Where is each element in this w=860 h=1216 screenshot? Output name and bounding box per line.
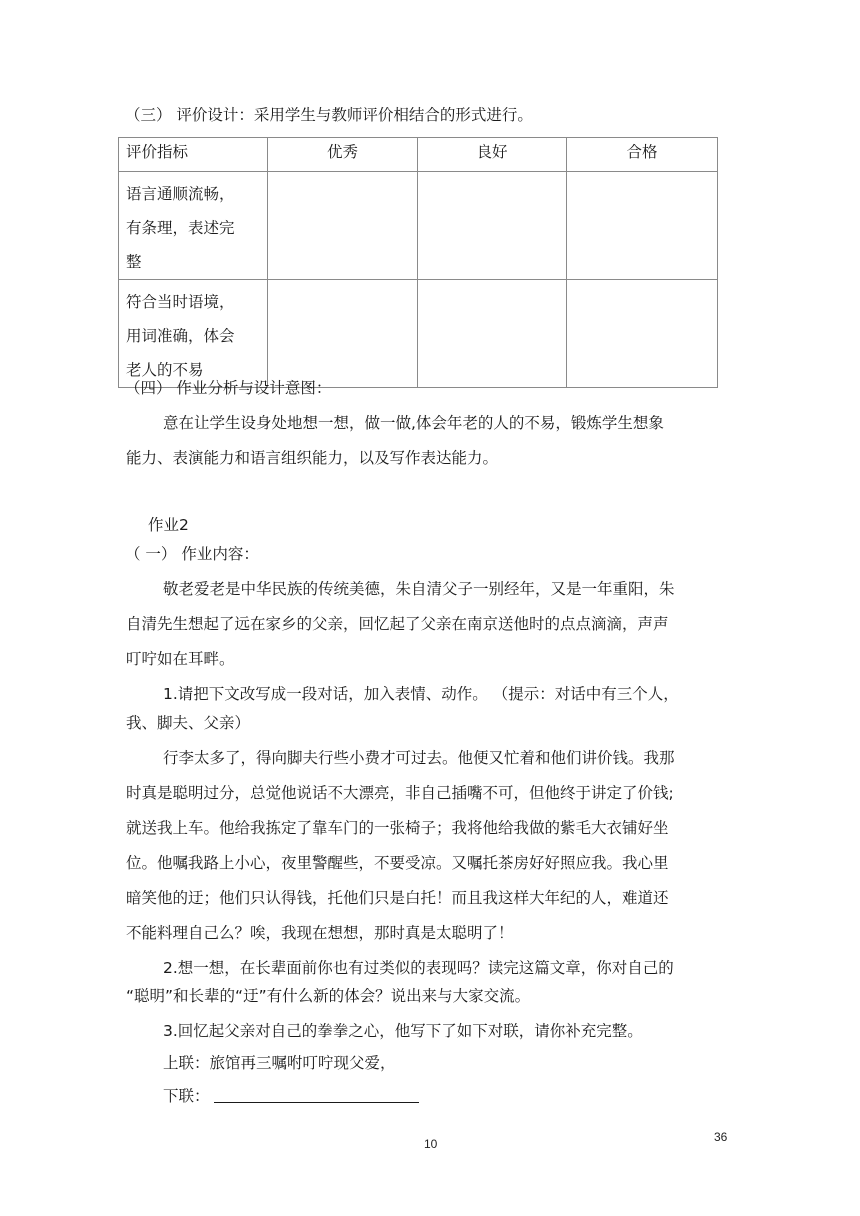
section-4-line: 意在让学生设身处地想一想，做一做,体会年老的人的不易，锻炼学生想象	[163, 414, 664, 432]
header-pass: 合格	[626, 143, 658, 161]
row-2-line-2: 用词准确，体会	[126, 327, 235, 345]
table-header-row	[119, 138, 718, 172]
row-2-line-1: 符合当时语境，	[126, 293, 235, 311]
intro-line: 敬老爱老是中华民族的传统美德，朱自清父子一别经年，又是一年重阳，朱	[163, 580, 675, 598]
homework-2-title: 作业2	[148, 516, 189, 534]
row-2-excellent-cell	[268, 280, 418, 388]
row-1-good-cell	[418, 172, 567, 280]
row-1-criteria	[119, 172, 267, 279]
row-1-line-3: 整	[126, 253, 142, 271]
row-1-pass-cell	[567, 172, 718, 280]
section-3-heading: （三） 评价设计：采用学生与教师评价相结合的形式进行。	[125, 106, 533, 124]
row-2-good-cell	[418, 280, 567, 388]
task-1-line: 1.请把下文改写成一段对话，加入表情、动作。 （提示：对话中有三个人，	[163, 685, 679, 703]
row-1-excellent-cell	[268, 172, 418, 280]
homework-2-section-1-heading: （ 一） 作业内容：	[125, 545, 259, 563]
page-total: 36	[714, 1130, 728, 1144]
evaluation-table	[118, 137, 718, 388]
passage-line: 位。他嘱我路上小心，夜里警醒些，不要受凉。又嘱托茶房好好照应我。我心里	[126, 854, 669, 872]
section-4-line: 能力、表演能力和语言组织能力，以及写作表达能力。	[126, 449, 499, 467]
row-2-pass-cell	[567, 280, 718, 388]
couplet-upper: 上联：旅馆再三嘱咐叮咛现父爱，	[163, 1054, 396, 1072]
passage-line: 不能料理自己么？唉，我现在想想，那时真是太聪明了！	[126, 924, 514, 942]
passage-line: 暗笑他的迂；他们只认得钱，托他们只是白托！而且我这样大年纪的人，难道还	[126, 889, 669, 907]
task-3-line: 3.回忆起父亲对自己的拳拳之心，他写下了如下对联，请你补充完整。	[163, 1022, 643, 1040]
header-good: 良好	[476, 143, 508, 161]
row-2-criteria	[119, 280, 267, 387]
header-excellent: 优秀	[326, 143, 358, 161]
task-2-line: 2.想一想，在长辈面前你也有过类似的表现吗？读完这篇文章，你对自己的	[163, 959, 674, 977]
page-number: 10	[424, 1137, 438, 1151]
task-1-line: 我、脚夫、父亲）	[126, 714, 251, 732]
passage-line: 行李太多了，得向脚夫行些小费才可过去。他便又忙着和他们讲价钱。我那	[163, 749, 675, 767]
row-1-line-2: 有条理，表述完	[126, 219, 235, 237]
passage-line: 时真是聪明过分，总觉他说话不大漂亮，非自己插嘴不可，但他终于讲定了价钱;	[126, 784, 674, 802]
section-4-heading: （四） 作业分析与设计意图：	[125, 379, 332, 397]
task-2-line: “聪明”和长辈的“迂”有什么新的体会？说出来与大家交流。	[126, 987, 531, 1005]
row-1-line-1: 语言通顺流畅，	[126, 185, 235, 203]
couplet-lower-blank	[214, 1102, 419, 1103]
couplet-lower-label: 下联：	[163, 1087, 210, 1105]
intro-line: 叮咛如在耳畔。	[126, 650, 235, 668]
intro-line: 自清先生想起了远在家乡的父亲，回忆起了父亲在南京送他时的点点滴滴，声声	[126, 615, 669, 633]
row-2-line-3: 老人的不易	[126, 361, 204, 379]
table-row	[119, 280, 718, 388]
header-criteria: 评价指标	[126, 143, 189, 161]
table-row	[119, 172, 718, 280]
passage-line: 就送我上车。他给我拣定了靠车门的一张椅子；我将他给我做的紫毛大衣铺好坐	[126, 819, 669, 837]
